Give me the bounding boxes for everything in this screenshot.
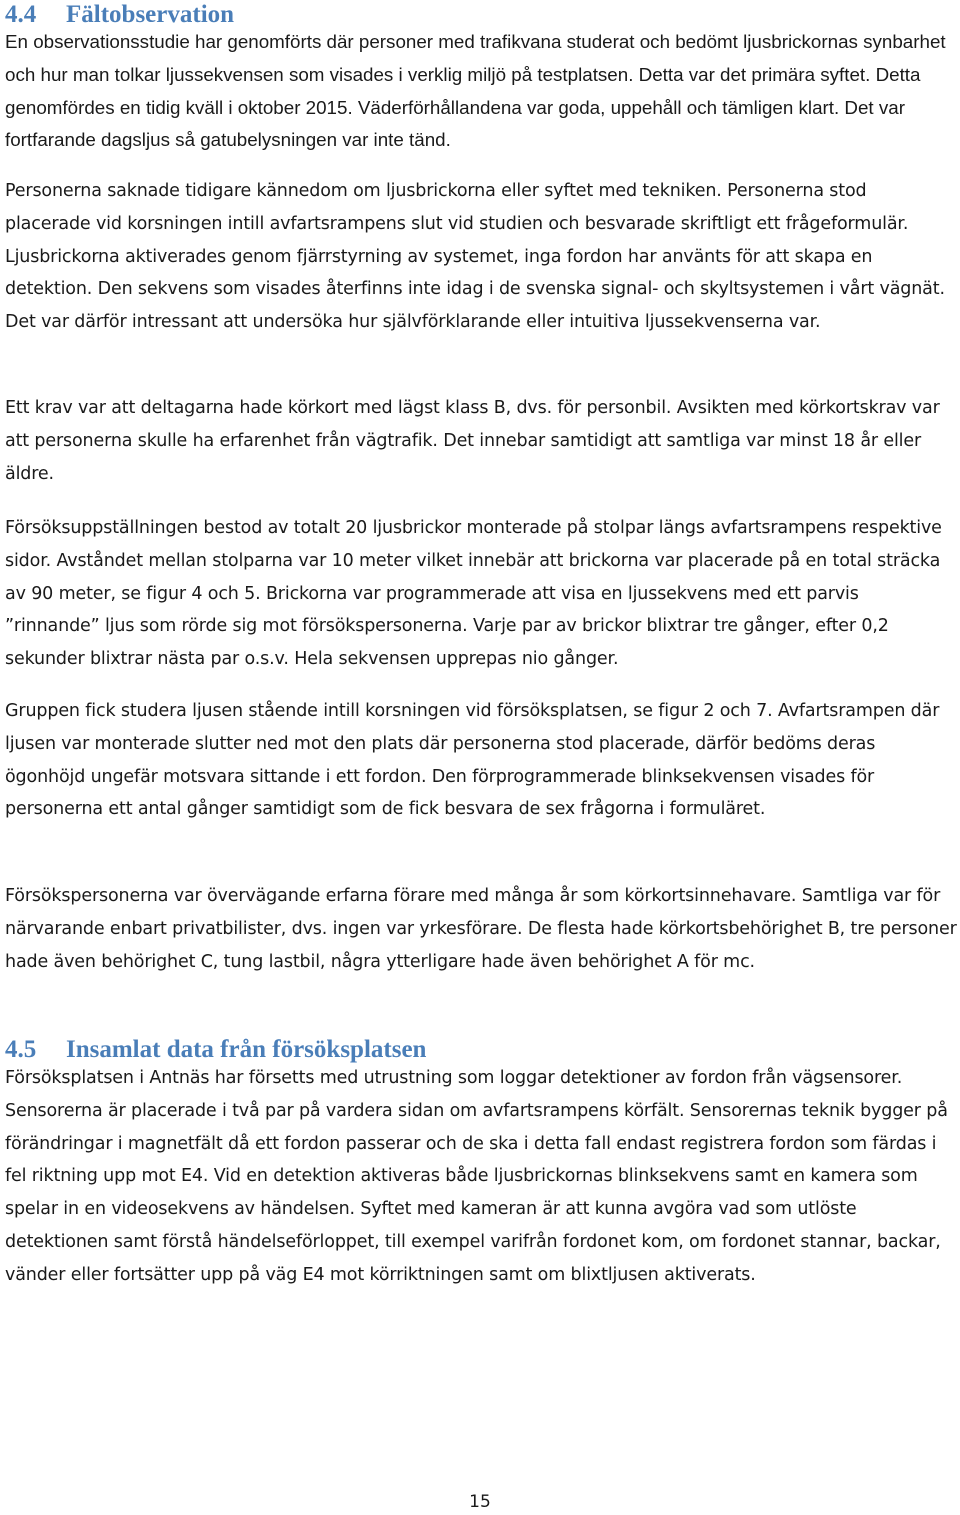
paragraph-4-4-5: Gruppen fick studera ljusen stående intill korsningen vid försöksplatsen, se figur 2 och 7. Avfartsrampen där ljusen var monterade slutter ned mot den plats där personerna stod placerade, därför bedöms deras ögonhöjd ungefär motsvara sittande i ett fordon. Den förprogrammerade blinksekvensen visades för personerna ett antal gånger samtidigt som de fick besvara de sex frågorna i formuläret. — [5, 701, 940, 820]
paragraph-4-4-1: En observationsstudie har genomförts där personer med trafikvana studerat och bedömt ljusbrickornas synbarhet och hur man tolkar ljussekvensen som visades i verklig miljö på testplatsen. Detta var det primära syftet. Detta genomfördes en tidig kväll i oktober 2015. Väderförhållandena var goda, uppehåll och tämligen klart. Det var fortfarande dagsljus så gatubelysningen var inte tänd. — [5, 31, 946, 151]
paragraph-4-5-1: Försöksplatsen i Antnäs har försetts med utrustning som loggar detektioner av fordon från vägsensorer. Sensorerna är placerade i två par på vardera sidan om avfartsrampens körfält. Sensorernas teknik bygger på förändringar i magnetfält då ett fordon passerar och de ska i detta fall endast registrera fordon som färdas i fel riktning upp mot E4. Vid en detektion aktiveras både ljusbrickornas blinksekvens samt en kamera som spelar in en videosekvens av händelsen. Syftet med kameran är att kunna avgöra vad som utlöste detektionen samt förstå händelseförloppet, till exempel varifrån fordonet kom, om fordonet stannar, backar, vänder eller fortsätter upp på väg E4 mot körriktningen samt om blixtljusen aktiverats. — [5, 1068, 948, 1285]
section-title: Fältobservation — [66, 1, 235, 28]
paragraph-4-4-3: Ett krav var att deltagarna hade körkort med lägst klass B, dvs. för personbil. Avsikten med körkortskrav var att personerna skulle ha erfarenhet från vägtrafik. Det innebar samtidigt att samtliga var minst 18 år eller äldre. — [5, 398, 940, 484]
paragraph-4-4-2: Personerna saknade tidigare kännedom om ljusbrickorna eller syftet med tekniken. Personerna stod placerade vid korsningen intill avfartsrampens slut vid studien och besvarade skriftligt ett frågeformulär. Ljusbrickorna aktiverades genom fjärrstyrning av systemet, inga fordon har använts för att skapa en detektion. Den sekvens som visades återfinns inte idag i de svenska signal- och skyltsystemen i vårt vägnät. Det var därför intressant att undersöka hur självförklarande eller intuitiva ljussekvenserna var. — [5, 181, 945, 333]
page-number: 15 — [469, 1492, 491, 1512]
section-number: 4.4 — [5, 1, 37, 28]
section-title: Insamlat data från försöksplatsen — [66, 1036, 427, 1063]
paragraph-4-4-6: Försökspersonerna var övervägande erfarna förare med många år som körkortsinnehavare. Samtliga var för närvarande enbart privatbilister, dvs. ingen var yrkesförare. De flesta hade körkortsbehörighet B, tre personer hade även behörighet C, tung lastbil, några ytterligare hade även behörighet A för mc. — [5, 886, 957, 972]
section-heading-4-5 — [5, 1035, 426, 1065]
section-number: 4.5 — [5, 1036, 37, 1063]
paragraph-4-4-4: Försöksuppställningen bestod av totalt 20 ljusbrickor monterade på stolpar längs avfartsrampens respektive sidor. Avståndet mellan stolparna var 10 meter vilket innebär att brickorna var placerade på en total sträcka av 90 meter, se figur 4 och 5. Brickorna var programmerade att visa en ljussekvens med ett parvis ”rinnande” ljus som rörde sig mot försökspersonerna. Varje par av brickor blixtrar tre gånger, efter 0,2 sekunder blixtrar nästa par o.s.v. Hela sekvensen upprepas nio gånger. — [5, 518, 942, 670]
